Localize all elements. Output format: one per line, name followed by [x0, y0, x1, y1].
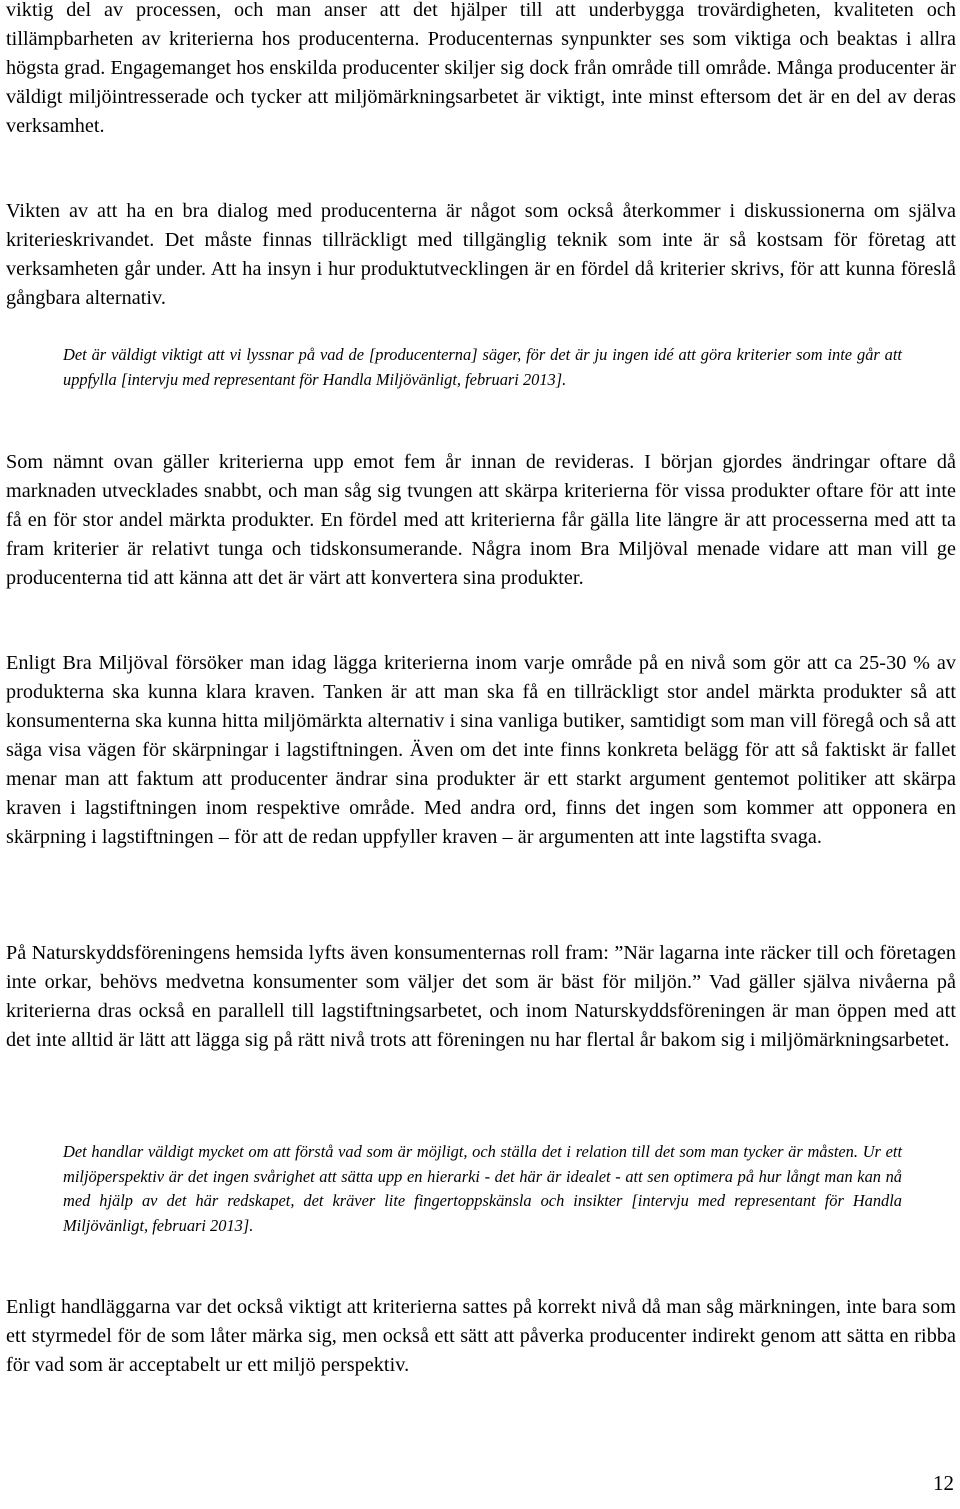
body-paragraph: På Naturskyddsföreningens hemsida lyfts även konsumenternas roll fram: ”När lagarna inte räcker till och företagen inte orkar, behövs medvetna konsumenter som väljer det som är bäst för miljön.” Vad gäller själva nivåerna på kriterierna dras också en parallell till lagstiftningsarbetet, och inom Naturskyddsföreningen är man öppen med att det inte alltid är lätt att lägga sig på rätt nivå trots att föreningen nu har flertal år bakom sig i miljömärkningsarbetet. — [6, 942, 956, 1051]
interview-quote: Det handlar väldigt mycket om att förstå vad som är möjligt, och ställa det i relation till det som man tycker är måsten. Ur ett miljöperspektiv är det ingen svårighet att sätta upp en hierarki - det här är idealet - att sen optimera på hur långt man kan nå med hjälp av det här redskapet, det kräver lite fingertoppskänsla och insikter [intervju med representant för Handla Miljövänligt, februari 2013]. — [63, 1142, 902, 1235]
body-paragraph: Vikten av att ha en bra dialog med producenterna är något som också återkommer i diskussionerna om själva kriterieskrivandet. Det måste finnas tillräckligt med tillgänglig teknik som inte är så kostsam för företag att verksamheten går under. Att ha insyn i hur produktutvecklingen är en fördel då kriterier skrivs, för att kunna föreslå gångbara alternativ. — [6, 200, 956, 309]
interview-quote: Det är väldigt viktigt att vi lyssnar på vad de [producenterna] säger, för det är ju ingen idé att göra kriterier som inte går att uppfylla [intervju med representant för Handla Miljövänligt, februari 2013]. — [63, 345, 902, 389]
body-paragraph: viktig del av processen, och man anser att det hjälper till att underbygga trovärdigheten, kvaliteten och tillämpbarheten av kriterierna hos producenterna. Producenternas synpunkter ses som viktiga och beaktas i allra högsta grad. Engagemanget hos enskilda producenter skiljer sig dock från område till område. Många producenter är väldigt miljöintresserade och tycker att miljömärkningsarbetet är viktigt, inte minst eftersom det är en del av deras verksamhet. — [6, 0, 956, 137]
page-number: 12 — [933, 1471, 954, 1495]
body-paragraph: Som nämnt ovan gäller kriterierna upp emot fem år innan de revideras. I början gjordes ändringar oftare då marknaden utvecklades snabbt, och man såg sig tvungen att skärpa kriterierna för vissa produkter oftare för att inte få en för stor andel märkta produkter. En fördel med att kriterierna får gälla lite längre är att processerna med att ta fram kriterier är relativt tunga och tidskonsumerande. Några inom Bra Miljöval menade vidare att man vill ge producenterna tid att känna att det är värt att konvertera sina produkter. — [6, 451, 956, 589]
body-paragraph: Enligt handläggarna var det också viktigt att kriterierna sattes på korrekt nivå då man såg märkningen, inte bara som ett styrmedel för de som låter märka sig, men också ett sätt att påverka producenter indirekt genom att sätta en ribba för vad som är acceptabelt ur ett miljö perspektiv. — [6, 1296, 956, 1376]
body-paragraph: Enligt Bra Miljöval försöker man idag lägga kriterierna inom varje område på en nivå som gör att ca 25-30 % av produkterna ska kunna klara kraven. Tanken är att man ska få en tillräckligt stor andel märkta produkter så att konsumenterna ska kunna hitta miljömärkta alternativ i sina vanliga butiker, samtidigt som man vill föregå och så att säga visa vägen för skärpningar i lagstiftningen. Även om det inte finns konkreta belägg för att så faktiskt är fallet menar man att faktum att producenter ändrar sina produkter är ett starkt argument gentemot politiker att skärpa kraven i lagstiftningen inom respektive område. Med andra ord, finns det ingen som kommer att opponera en skärpning i lagstiftningen – för att de redan uppfyller kraven – är argumenten att inte lagstifta svaga. — [6, 652, 956, 848]
